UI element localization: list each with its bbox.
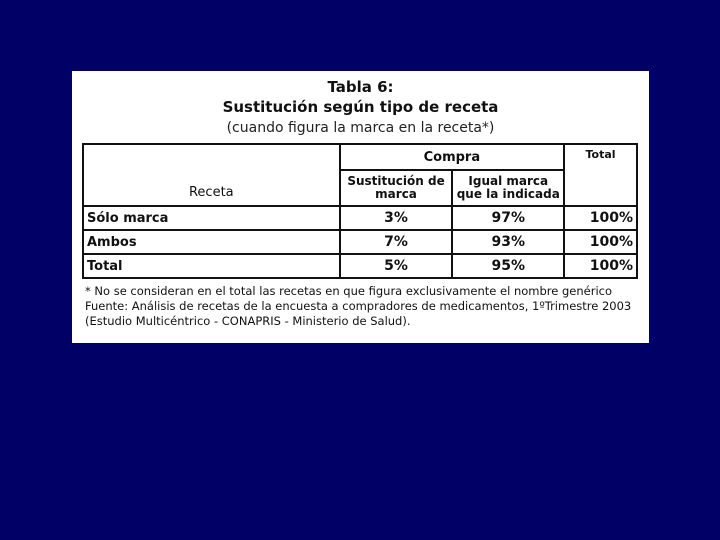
table-row — [83, 254, 637, 278]
cell-sustitucion: 5% — [340, 254, 453, 278]
header-compra: Compra — [340, 144, 564, 170]
header-total: Total — [564, 144, 637, 206]
table-header-row — [83, 144, 637, 170]
table-row — [83, 230, 637, 254]
header-igual-marca: Igual marca que la indicada — [452, 170, 564, 206]
source-line: (Estudio Multicéntrico - CONAPRIS - Ministerio de Salud). — [85, 314, 411, 328]
cell-sustitucion: 7% — [340, 230, 453, 254]
cell-total: 100% — [564, 230, 637, 254]
cell-sustitucion: 3% — [340, 206, 453, 230]
cell-total: 100% — [564, 206, 637, 230]
cell-igual: 93% — [452, 230, 564, 254]
row-label: Sólo marca — [83, 206, 340, 230]
table-caption: (cuando figura la marca en la receta*) — [226, 120, 495, 136]
table-footnote — [85, 284, 641, 329]
cell-igual: 95% — [452, 254, 564, 278]
table-number: Tabla 6: — [327, 78, 394, 96]
row-label: Total — [83, 254, 340, 278]
data-table — [82, 143, 638, 279]
cell-total: 100% — [564, 254, 637, 278]
header-sustitucion: Sustitución de marca — [340, 170, 453, 206]
cell-igual: 97% — [452, 206, 564, 230]
table-row — [83, 206, 637, 230]
table-image-panel — [72, 71, 649, 343]
row-label: Ambos — [83, 230, 340, 254]
table-title: Sustitución según tipo de receta — [222, 98, 499, 116]
footnote-line: * No se consideran en el total las recetas en que figura exclusivamente el nombre genérico — [85, 284, 612, 298]
source-line: Fuente: Análisis de recetas de la encuesta a compradores de medicamentos, 1ºTrimestre 2003 — [85, 299, 632, 313]
header-receta: Receta — [83, 144, 340, 206]
